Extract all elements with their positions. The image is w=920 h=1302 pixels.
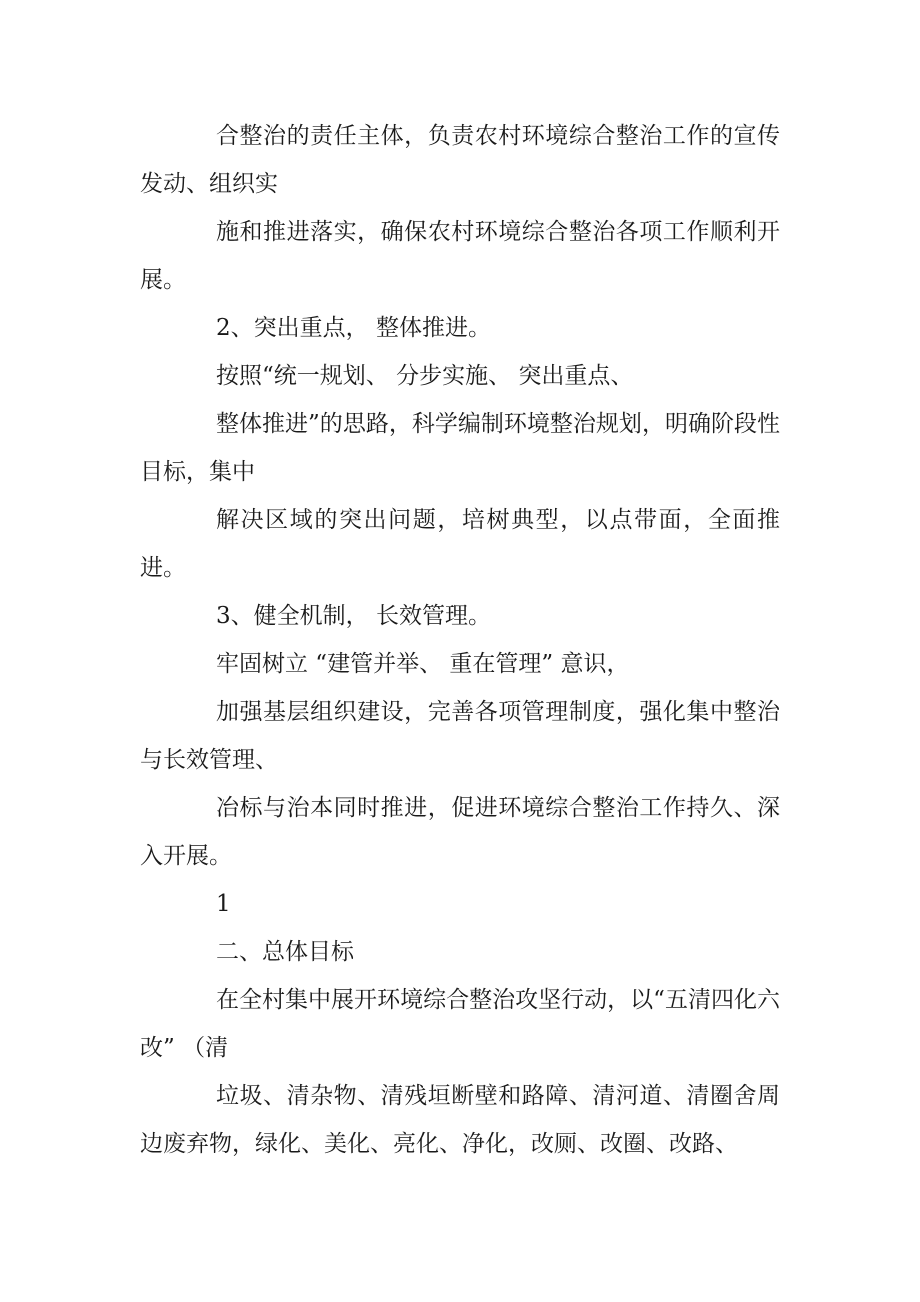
paragraph-planning: 整体推进”的思路，科学编制环境整治规划，明确阶段性目标，集中	[140, 411, 780, 485]
heading-overall-goal: 二、总体目标	[216, 939, 354, 965]
heading-key-points: 2、突出重点， 整体推进。	[216, 315, 491, 341]
paragraph-sustained: 冶标与治本同时推进，促进环境综合整治工作持久、深入开展。	[140, 795, 780, 869]
paragraph-principles: 按照“统一规划、 分步实施、 突出重点、	[216, 363, 634, 389]
paragraph-implementation: 施和推进落实，确保农村环境综合整治各项工作顺利开展。	[140, 219, 780, 293]
paragraph-solve-problems: 解决区域的突出问题，培树典型，以点带面，全面推进。	[140, 507, 780, 581]
paragraph-responsibility: 合整治的责任主体，负责农村环境综合整治工作的宣传发动、组织实	[140, 123, 780, 197]
page-number: 1	[216, 891, 231, 917]
paragraph-awareness: 牢固树立 “建管并举、 重在管理” 意识，	[216, 651, 630, 677]
paragraph-organization: 加强基层组织建设，完善各项管理制度，强化集中整治与长效管理、	[140, 699, 780, 773]
heading-mechanism: 3、健全机制， 长效管理。	[216, 603, 491, 629]
document-body	[140, 112, 780, 1168]
paragraph-campaign: 在全村集中展开环境综合整治攻坚行动，以“五清四化六改” （清	[140, 987, 780, 1061]
paragraph-cleanup-list: 垃圾、清杂物、清残垣断壁和路障、清河道、清圈舍周边废弃物，绿化、美化、亮化、净化，改厕、改圈、改路、	[140, 1083, 780, 1157]
